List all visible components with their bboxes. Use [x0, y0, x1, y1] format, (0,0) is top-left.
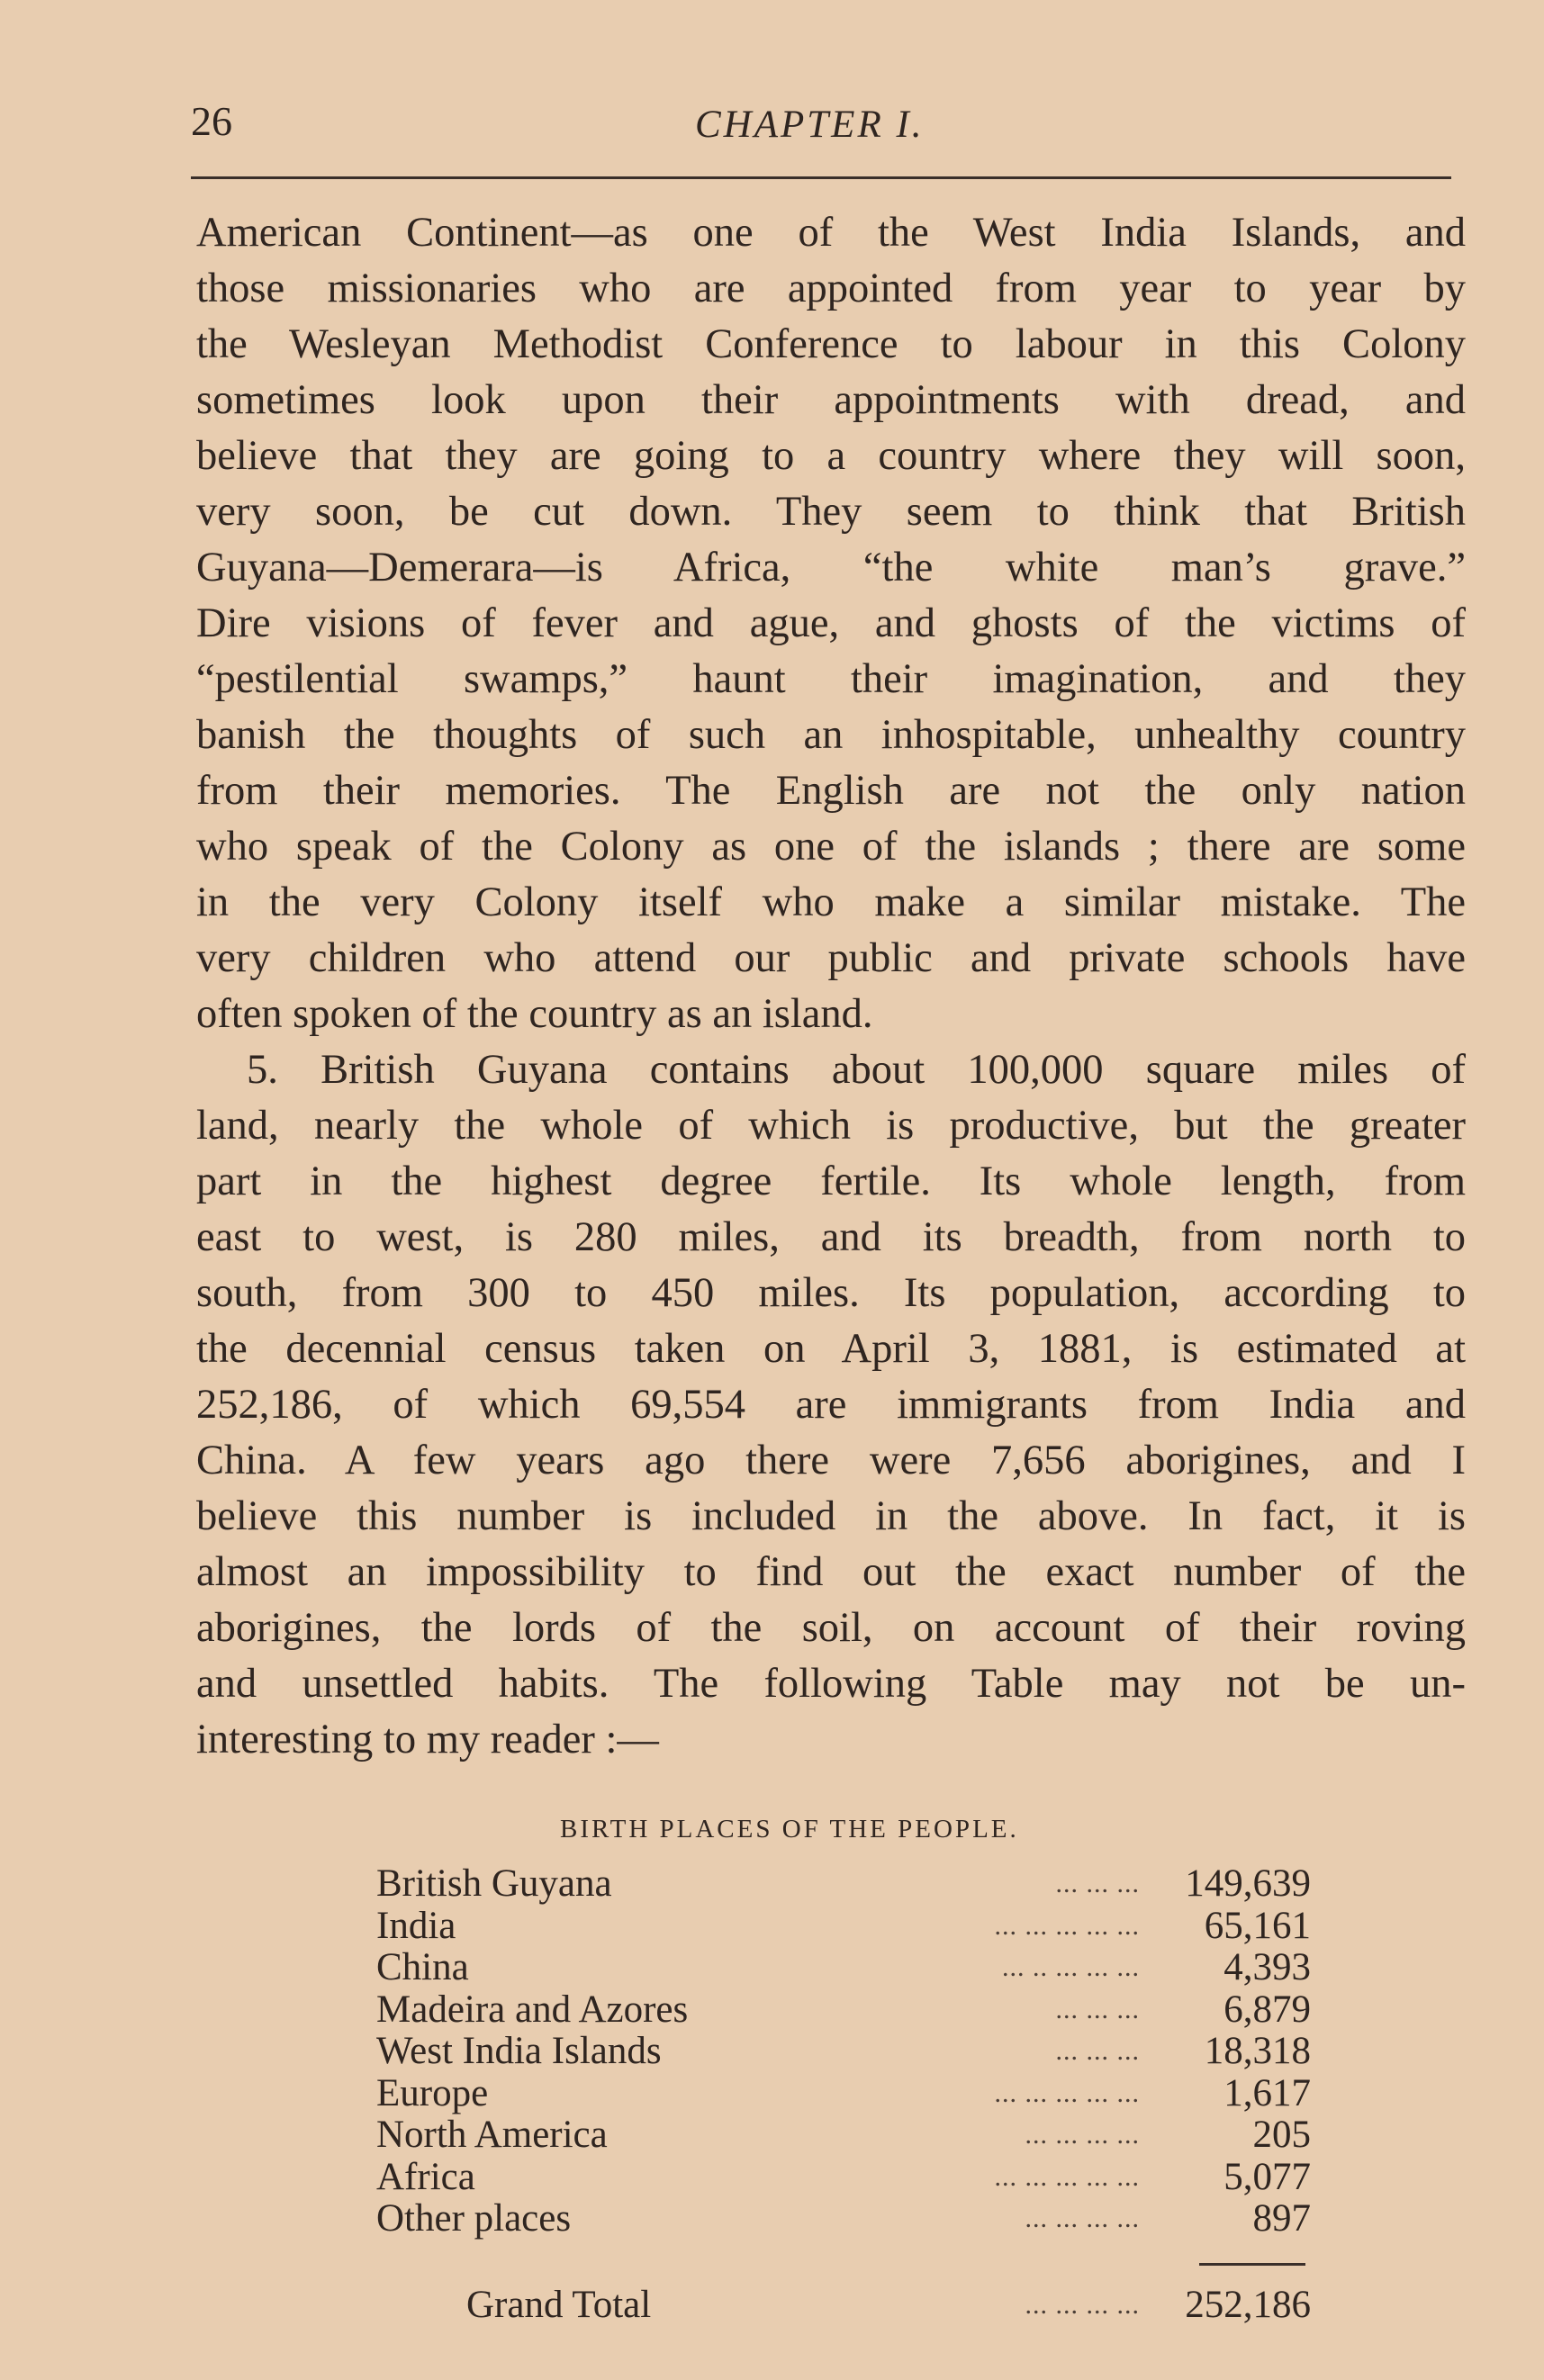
text-line: believe this number is included in the above. In fact, it is	[196, 1493, 1466, 1539]
leader-dots: ... ... ...	[1055, 2036, 1140, 2066]
leader-dots: ... ... ... ...	[1025, 2290, 1140, 2320]
table-row	[376, 1906, 1311, 1948]
population-count: 65,161	[1204, 1904, 1311, 1947]
birth-place: British Guyana	[376, 1862, 612, 1905]
population-count: 1,617	[1223, 2071, 1311, 2114]
grand-total-label: Grand Total	[466, 2284, 652, 2326]
birth-place: Africa	[376, 2155, 475, 2198]
leader-dots: ... ... ...	[1055, 1994, 1140, 2024]
birth-place: India	[376, 1904, 456, 1947]
leader-dots: ... ... ... ... ...	[994, 2078, 1140, 2108]
leader-dots: ... ... ... ... ...	[994, 2161, 1140, 2192]
text-line: the decennial census taken on April 3, 1881, is estimated at	[196, 1326, 1466, 1372]
population-count: 6,879	[1223, 1988, 1311, 2031]
text-line: south, from 300 to 450 miles. Its population, according to	[196, 1270, 1466, 1316]
running-head: CHAPTER I.	[695, 104, 925, 146]
text-line: the Wesleyan Methodist Conference to labour in this Colony	[196, 321, 1466, 367]
text-line: often spoken of the country as an island.	[196, 991, 873, 1037]
text-line: banish the thoughts of such an inhospitable, unhealthy country	[196, 712, 1466, 758]
text-line: believe that they are going to a country where they will soon,	[196, 433, 1466, 479]
page-number: 26	[191, 98, 232, 144]
page-header	[191, 97, 1451, 151]
table-row	[376, 1863, 1311, 1906]
text-line: 5. British Guyana contains about 100,000 square miles of	[247, 1047, 1466, 1093]
text-line: almost an impossibility to find out the exact number of the	[196, 1549, 1466, 1595]
leader-dots: ... ... ...	[1055, 1869, 1140, 1898]
text-line: in the very Colony itself who make a similar mistake. The	[196, 879, 1466, 925]
header-rule	[191, 176, 1451, 179]
table-row	[376, 1947, 1311, 1989]
table-row	[376, 2073, 1311, 2115]
birth-place: North America	[376, 2114, 608, 2156]
leader-dots: ... ... ... ...	[1025, 2204, 1140, 2233]
table-row	[376, 2198, 1311, 2240]
body-text	[196, 205, 1466, 1768]
table-row	[376, 2157, 1311, 2199]
birth-place: China	[376, 1946, 469, 1988]
text-line: very children who attend our public and private schools have	[196, 935, 1466, 981]
text-line: east to west, is 280 miles, and its breadth, from north to	[196, 1214, 1466, 1260]
grand-total-row	[466, 2283, 1311, 2328]
text-line: Dire visions of fever and ague, and ghosts of the victims of	[196, 600, 1466, 646]
text-line: interesting to my reader :—	[196, 1717, 659, 1762]
population-count: 18,318	[1204, 2030, 1311, 2072]
text-line: “pestilential swamps,” haunt their imagination, and they	[196, 656, 1466, 702]
text-line: those missionaries who are appointed from year to year by	[196, 266, 1466, 311]
birth-place: West India Islands	[376, 2030, 662, 2072]
birth-places-table	[376, 1863, 1311, 2240]
leader-dots: ... ... ... ...	[1025, 2120, 1140, 2150]
table-title: BIRTH PLACES OF THE PEOPLE.	[560, 1815, 1019, 1844]
table-row	[376, 2114, 1311, 2157]
text-line: China. A few years ago there were 7,656 aborigines, and I	[196, 1438, 1466, 1483]
text-line: and unsettled habits. The following Table may not be un-	[196, 1661, 1466, 1707]
text-line: aborigines, the lords of the soil, on account of their roving	[196, 1605, 1466, 1651]
text-line: who speak of the Colony as one of the islands ; there are some	[196, 824, 1466, 870]
text-line: part in the highest degree fertile. Its whole length, from	[196, 1158, 1466, 1204]
text-line: 252,186, of which 69,554 are immigrants from India and	[196, 1382, 1466, 1428]
text-line: very soon, be cut down. They seem to think that British	[196, 489, 1466, 535]
text-line: land, nearly the whole of which is productive, but the greater	[196, 1103, 1466, 1149]
population-count: 5,077	[1223, 2155, 1311, 2198]
leader-dots: ... ... ... ... ...	[994, 1910, 1140, 1941]
population-count: 149,639	[1185, 1862, 1311, 1905]
grand-total-value: 252,186	[1185, 2284, 1311, 2326]
text-line: from their memories. The English are not the only nation	[196, 768, 1466, 814]
birth-place: Europe	[376, 2071, 489, 2114]
table-row	[376, 2031, 1311, 2073]
birth-place: Madeira and Azores	[376, 1988, 689, 2031]
text-line: American Continent—as one of the West India Islands, and	[196, 210, 1466, 256]
birth-place: Other places	[376, 2197, 572, 2240]
table-row	[376, 1989, 1311, 2032]
population-count: 897	[1252, 2197, 1311, 2240]
population-count: 4,393	[1223, 1946, 1311, 1988]
population-count: 205	[1252, 2114, 1311, 2156]
text-line: Guyana—Demerara—is Africa, “the white man’s grave.”	[196, 545, 1466, 590]
leader-dots: ... .. ... ... ...	[1002, 1952, 1140, 1982]
text-line: sometimes look upon their appointments with dread, and	[196, 377, 1466, 423]
sum-rule	[1199, 2263, 1305, 2266]
